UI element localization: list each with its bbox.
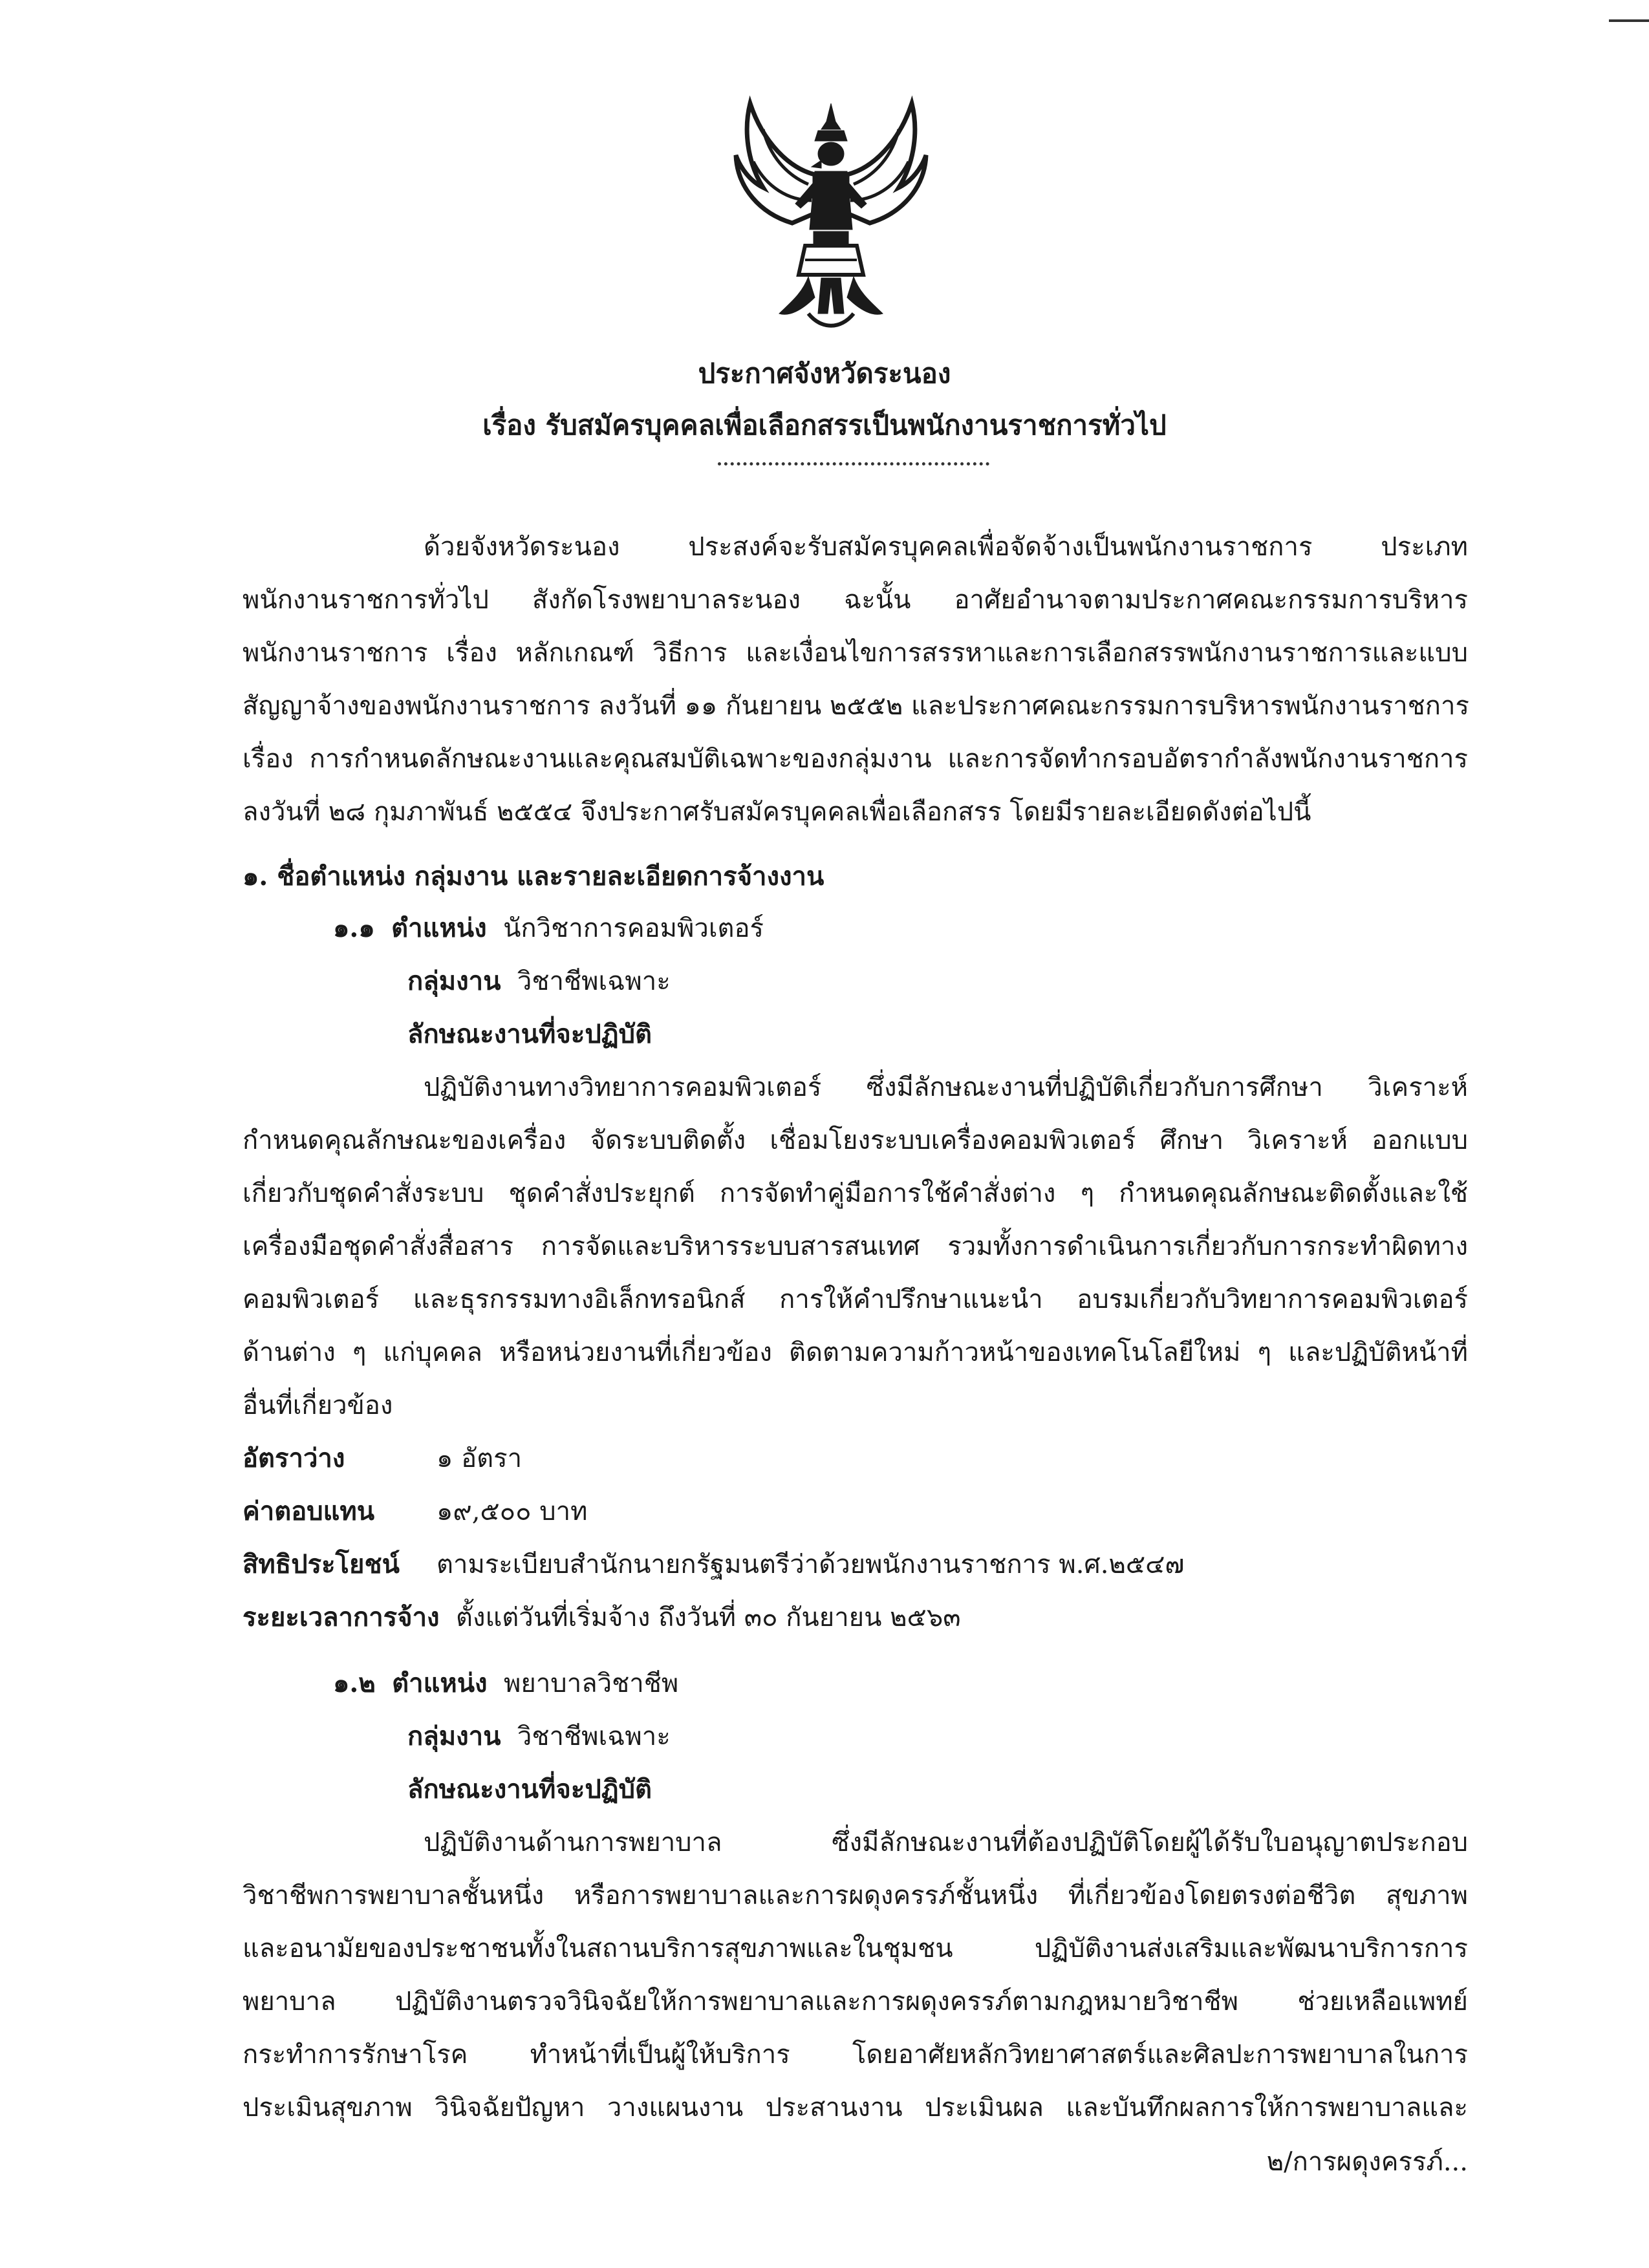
term-row — [242, 1591, 1468, 1644]
term-label: ระยะเวลาการจ้าง — [242, 1602, 440, 1632]
position-value: พยาบาลวิชาชีพ — [504, 1669, 679, 1698]
pay-label: ค่าตอบแทน — [242, 1496, 375, 1526]
group-value: วิชาชีพเฉพาะ — [517, 967, 671, 996]
position-label: ตำแหน่ง — [391, 913, 487, 943]
benefit-row — [242, 1538, 1468, 1591]
duty-line: กระทำการรักษาโรค ทำหน้าที่เป็นผู้ให้บริการ โดยอาศัยหลักวิทยาศาสตร์และศิลปะการพยาบาลในการ — [242, 2040, 1468, 2070]
duty-line: ด้านต่าง ๆ แก่บุคคล หรือหน่วยงานที่เกี่ยวข้อง ติดตามความก้าวหน้าของเทคโนโลยีใหม่ ๆ และปฏิบัติหน้าที่ — [242, 1338, 1468, 1367]
group-row — [407, 1710, 1633, 1763]
scan-edge-mark — [1609, 19, 1649, 22]
garuda-emblem — [724, 91, 938, 333]
group-label: กลุ่มงาน — [407, 1721, 501, 1751]
position-number: ๑.๒ — [333, 1668, 376, 1698]
duty-line: ประเมินสุขภาพ วินิจฉัยปัญหา วางแผนงาน ประสานงาน ประเมินผล และบันทึกผลการให้การพยาบาลและ — [242, 2093, 1468, 2123]
duty-line: และอนามัยของประชาชนทั้งในสถานบริการสุขภาพและในชุมชน ปฏิบัติงานส่งเสริมและพัฒนาบริการการ — [242, 1934, 1468, 1963]
position-number: ๑.๑ — [333, 913, 375, 943]
duty-line: คอมพิวเตอร์ และธุรกรรมทางอิเล็กทรอนิกส์ การให้คำปรึกษาแนะนำ อบรมเกี่ยวกับวิทยาการคอมพิวเตอร์ — [242, 1285, 1468, 1314]
intro-line: ด้วยจังหวัดระนอง ประสงค์จะรับสมัครบุคคลเพื่อจัดจ้างเป็นพนักงานราชการ ประเภท — [424, 532, 1468, 562]
position-value: นักวิชาการคอมพิวเตอร์ — [503, 914, 764, 943]
group-value: วิชาชีพเฉพาะ — [517, 1722, 671, 1751]
group-row — [407, 955, 1633, 1008]
position-label: ตำแหน่ง — [392, 1668, 488, 1698]
benefit-label: สิทธิประโยชน์ — [242, 1549, 400, 1579]
intro-line: พนักงานราชการ เรื่อง หลักเกณฑ์ วิธีการ และเงื่อนไขการสรรหาและการเลือกสรรพนักงานราชการและแบบ — [242, 638, 1468, 668]
duty-line: เกี่ยวกับชุดคำสั่งระบบ ชุดคำสั่งประยุกต์ การจัดทำคู่มือการใช้คำสั่งต่าง ๆ กำหนดคุณลักษณะติดตั้งและใช้ — [242, 1179, 1468, 1208]
section-heading: ๑. ชื่อตำแหน่ง กลุ่มงาน และรายละเอียดการจ้างงาน — [242, 861, 824, 892]
duty-line: พยาบาล ปฏิบัติงานตรวจวินิจฉัยให้การพยาบาลและการผดุงครรภ์ตามกฎหมายวิชาชีพ ช่วยเหลือแพทย์ — [242, 1987, 1468, 2017]
duty-heading: ลักษณะงานที่จะปฏิบัติ — [407, 1019, 652, 1049]
pay-row — [242, 1485, 1468, 1538]
intro-line: พนักงานราชการทั่วไป สังกัดโรงพยาบาลระนอง ฉะนั้น อาศัยอำนาจตามประกาศคณะกรรมการบริหาร — [242, 585, 1468, 615]
term-value: ตั้งแต่วันที่เริ่มจ้าง ถึงวันที่ ๓๐ กันยายน ๒๕๖๓ — [456, 1603, 961, 1632]
announcement-title: ประกาศจังหวัดระนอง — [698, 358, 951, 389]
announcement-subject: เรื่อง รับสมัครบุคคลเพื่อเลือกสรรเป็นพนักงานราชการทั่วไป — [482, 409, 1167, 441]
duty-line: กำหนดคุณลักษณะของเครื่อง จัดระบบติดตั้ง เชื่อมโยงระบบเครื่องคอมพิวเตอร์ ศึกษา วิเคราะห์ ออกแบบ — [242, 1126, 1468, 1155]
title-separator — [718, 462, 989, 465]
position-row — [333, 902, 1558, 955]
group-label: กลุ่มงาน — [407, 966, 501, 996]
pay-value: ๑๙,๕๐๐ บาท — [436, 1497, 588, 1526]
duty-line: เครื่องมือชุดคำสั่งสื่อสาร การจัดและบริหารระบบสารสนเทศ รวมทั้งการดำเนินการเกี่ยวกับการกระทำผิดทาง — [242, 1232, 1468, 1261]
duty-line: อื่นที่เกี่ยวข้อง — [242, 1391, 393, 1420]
position-row — [333, 1657, 1558, 1710]
vacancy-row — [242, 1432, 1468, 1485]
benefit-value: ตามระเบียบสำนักนายกรัฐมนตรีว่าด้วยพนักงานราชการ พ.ศ.๒๕๔๗ — [436, 1550, 1185, 1579]
vacancy-value: ๑ อัตรา — [436, 1444, 523, 1473]
duty-heading: ลักษณะงานที่จะปฏิบัติ — [407, 1774, 652, 1804]
vacancy-label: อัตราว่าง — [242, 1443, 345, 1473]
intro-line: ลงวันที่ ๒๘ กุมภาพันธ์ ๒๕๕๔ จึงประกาศรับสมัครบุคคลเพื่อเลือกสรร โดยมีรายละเอียดดังต่อไปนี้ — [242, 797, 1311, 827]
intro-line: เรื่อง การกำหนดลักษณะงานและคุณสมบัติเฉพาะของกลุ่มงาน และการจัดทำกรอบอัตรากำลังพนักงานราชการ — [242, 744, 1468, 774]
intro-line: สัญญาจ้างของพนักงานราชการ ลงวันที่ ๑๑ กันยายน ๒๕๕๒ และประกาศคณะกรรมการบริหารพนักงานราชการ — [242, 691, 1469, 721]
duty-line: ปฏิบัติงานด้านการพยาบาล ซึ่งมีลักษณะงานที่ต้องปฏิบัติโดยผู้ได้รับใบอนุญาตประกอบ — [424, 1828, 1468, 1857]
duty-line: วิชาชีพการพยาบาลชั้นหนึ่ง หรือการพยาบาลและการผดุงครรภ์ชั้นหนึ่ง ที่เกี่ยวข้องโดยตรงต่อชีวิต สุขภาพ — [242, 1881, 1468, 1910]
continuation-marker: ๒/การผดุงครรภ์... — [1266, 2147, 1468, 2177]
duty-line: ปฏิบัติงานทางวิทยาการคอมพิวเตอร์ ซึ่งมีลักษณะงานที่ปฏิบัติเกี่ยวกับการศึกษา วิเคราะห์ — [424, 1073, 1468, 1102]
